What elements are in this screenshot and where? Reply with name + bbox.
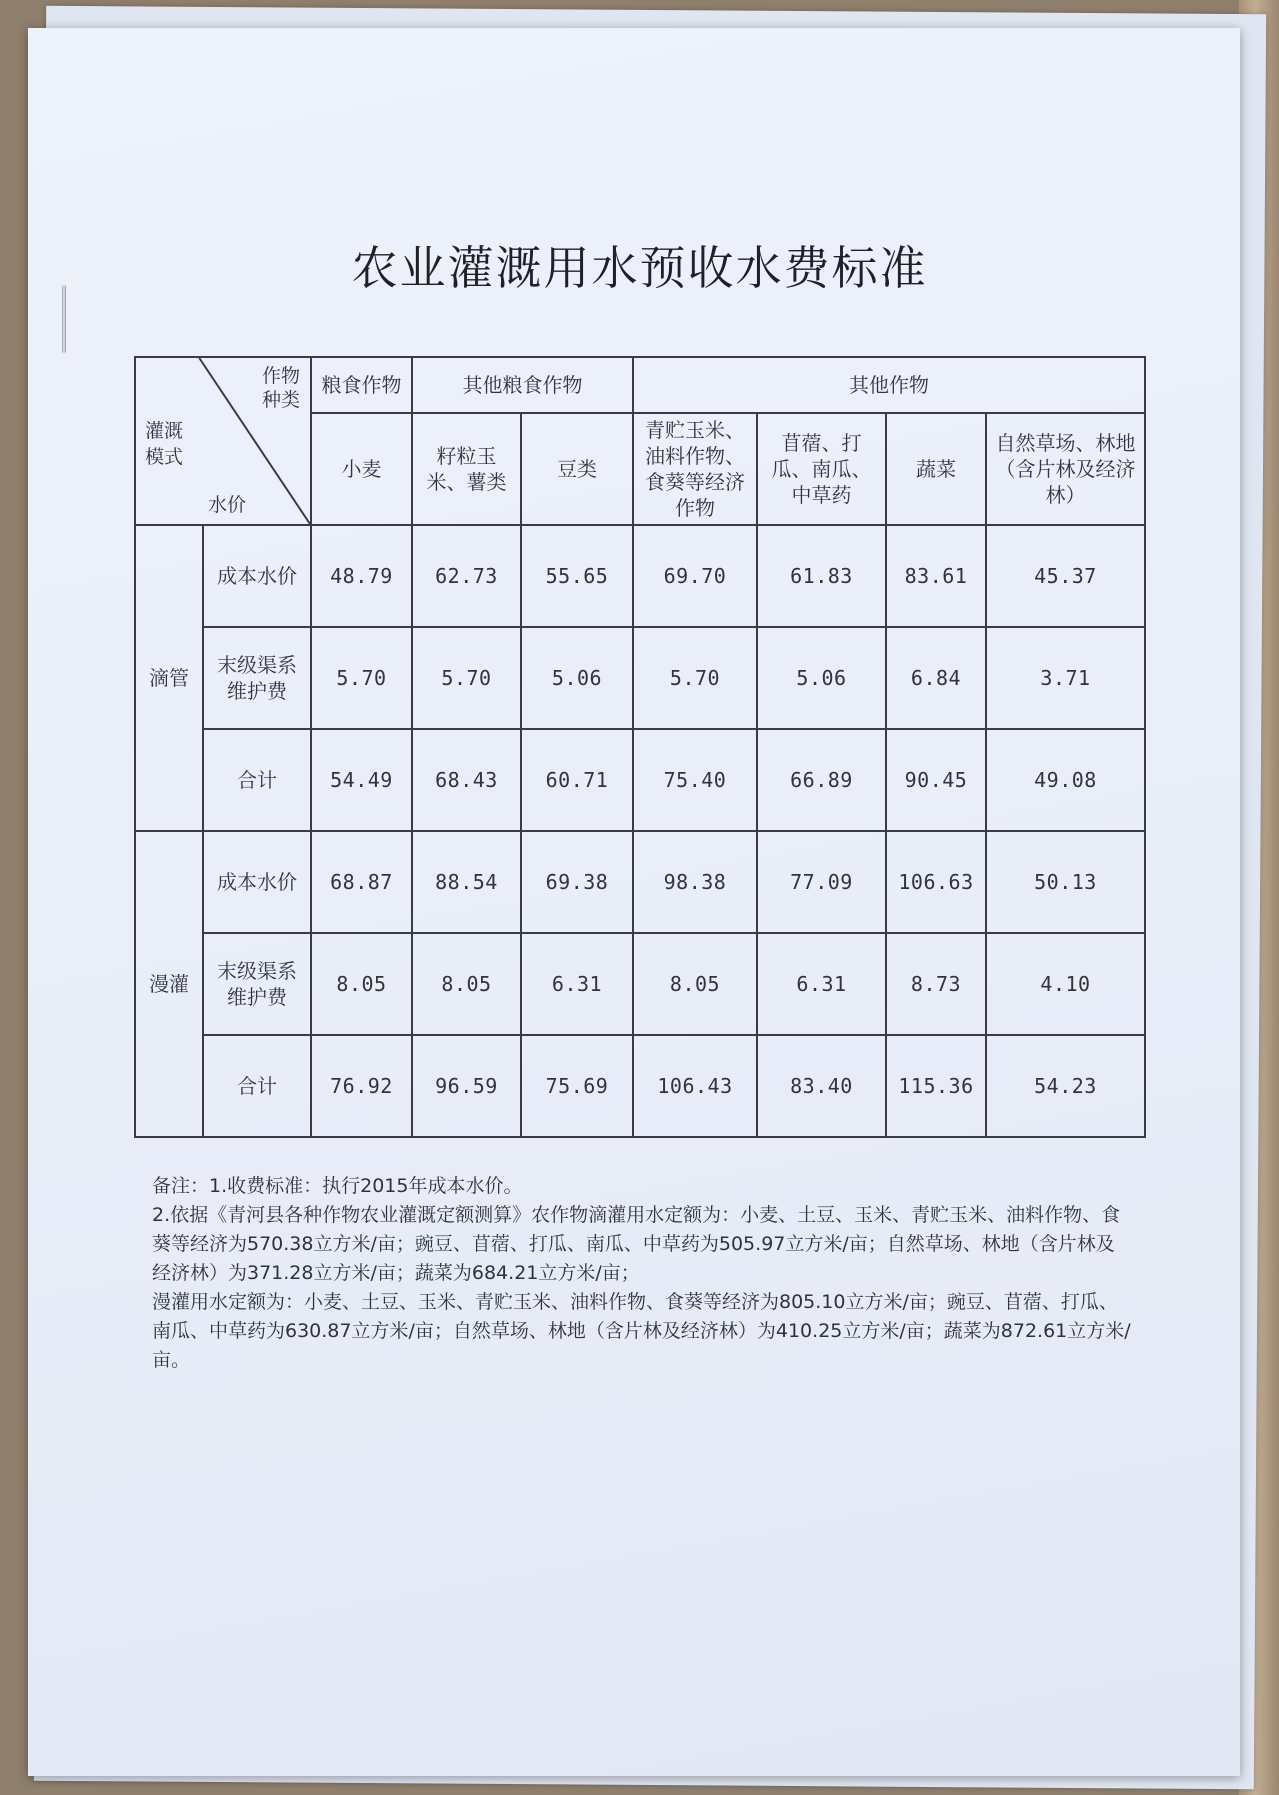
value-cell: 45.37	[986, 525, 1145, 627]
irrigation-mode-cell: 滴管	[135, 525, 203, 831]
note-item: 漫灌用水定额为：小麦、土豆、玉米、青贮玉米、油料作物、食葵等经济为805.10立方米/亩；豌豆、苜蓿、打瓜、南瓜、中草药为630.87立方米/亩；自然草场、林地（含片林及经济林）为410.25立方米/亩；蔬菜为872.61立方米/亩。	[152, 1291, 1131, 1371]
row-label: 合计	[203, 1035, 311, 1137]
value-cell: 8.05	[311, 933, 412, 1035]
crop-header: 自然草场、林地（含片林及经济林）	[986, 413, 1145, 525]
irrigation-mode-cell: 漫灌	[135, 831, 203, 1137]
water-fee-table	[134, 356, 1146, 1138]
group-header: 粮食作物	[311, 357, 412, 413]
value-cell: 3.71	[986, 627, 1145, 729]
row-label: 合计	[203, 729, 311, 831]
note-item: 2.依据《青河县各种作物农业灌溉定额测算》农作物滴灌用水定额为：小麦、土豆、玉米、青贮玉米、油料作物、食葵等经济为570.38立方米/亩；豌豆、苜蓿、打瓜、南瓜、中草药为505.97立方米/亩；自然草场、林地（含片林及经济林）为371.28立方米/亩；蔬菜为684.21立方米/亩；	[152, 1204, 1121, 1284]
value-cell: 54.23	[986, 1035, 1145, 1137]
value-cell: 106.43	[633, 1035, 757, 1137]
value-cell: 6.31	[521, 933, 633, 1035]
value-cell: 8.73	[886, 933, 986, 1035]
table-row	[135, 525, 1145, 627]
value-cell: 75.69	[521, 1035, 633, 1137]
value-cell: 48.79	[311, 525, 412, 627]
value-cell: 8.05	[412, 933, 521, 1035]
table-row	[135, 729, 1145, 831]
value-cell: 106.63	[886, 831, 986, 933]
crop-header: 蔬菜	[886, 413, 986, 525]
value-cell: 61.83	[757, 525, 886, 627]
value-cell: 6.31	[757, 933, 886, 1035]
row-label: 末级渠系维护费	[203, 933, 311, 1035]
value-cell: 4.10	[986, 933, 1145, 1035]
table-row	[135, 933, 1145, 1035]
crop-header: 小麦	[311, 413, 412, 525]
value-cell: 8.05	[633, 933, 757, 1035]
value-cell: 5.70	[412, 627, 521, 729]
row-label: 成本水价	[203, 525, 311, 627]
value-cell: 69.70	[633, 525, 757, 627]
table-row	[135, 627, 1145, 729]
value-cell: 6.84	[886, 627, 986, 729]
note-item: 备注：1.收费标准：执行2015年成本水价。	[152, 1175, 523, 1197]
value-cell: 77.09	[757, 831, 886, 933]
crop-header: 籽粒玉米、薯类	[412, 413, 521, 525]
value-cell: 75.40	[633, 729, 757, 831]
value-cell: 68.43	[412, 729, 521, 831]
value-cell: 5.70	[633, 627, 757, 729]
corner-water-price-label: 水价	[208, 494, 247, 516]
value-cell: 5.06	[757, 627, 886, 729]
value-cell: 98.38	[633, 831, 757, 933]
corner-crop-type-label: 作物种类	[261, 365, 300, 411]
value-cell: 49.08	[986, 729, 1145, 831]
crop-header: 豆类	[521, 413, 633, 525]
value-cell: 83.61	[886, 525, 986, 627]
corner-irrigation-mode-label: 灌溉模式	[144, 420, 183, 468]
value-cell: 90.45	[886, 729, 986, 831]
crop-header: 苜蓿、打瓜、南瓜、中草药	[757, 413, 886, 525]
value-cell: 88.54	[412, 831, 521, 933]
value-cell: 66.89	[757, 729, 886, 831]
group-header: 其他粮食作物	[412, 357, 633, 413]
table-row	[135, 1035, 1145, 1137]
value-cell: 96.59	[412, 1035, 521, 1137]
value-cell: 62.73	[412, 525, 521, 627]
value-cell: 50.13	[986, 831, 1145, 933]
header-row-groups	[135, 357, 1145, 413]
value-cell: 55.65	[521, 525, 633, 627]
value-cell: 5.70	[311, 627, 412, 729]
group-header: 其他作物	[633, 357, 1145, 413]
value-cell: 76.92	[311, 1035, 412, 1137]
document-title: 农业灌溉用水预收水费标准	[351, 241, 928, 295]
notes-block	[152, 1172, 1132, 1375]
value-cell: 5.06	[521, 627, 633, 729]
value-cell: 68.87	[311, 831, 412, 933]
value-cell: 69.38	[521, 831, 633, 933]
value-cell: 115.36	[886, 1035, 986, 1137]
row-label: 成本水价	[203, 831, 311, 933]
value-cell: 54.49	[311, 729, 412, 831]
table-corner-cell	[135, 357, 311, 525]
value-cell: 83.40	[757, 1035, 886, 1137]
value-cell: 60.71	[521, 729, 633, 831]
row-label: 末级渠系维护费	[203, 627, 311, 729]
crop-header: 青贮玉米、油料作物、食葵等经济作物	[633, 413, 757, 525]
table-row	[135, 831, 1145, 933]
